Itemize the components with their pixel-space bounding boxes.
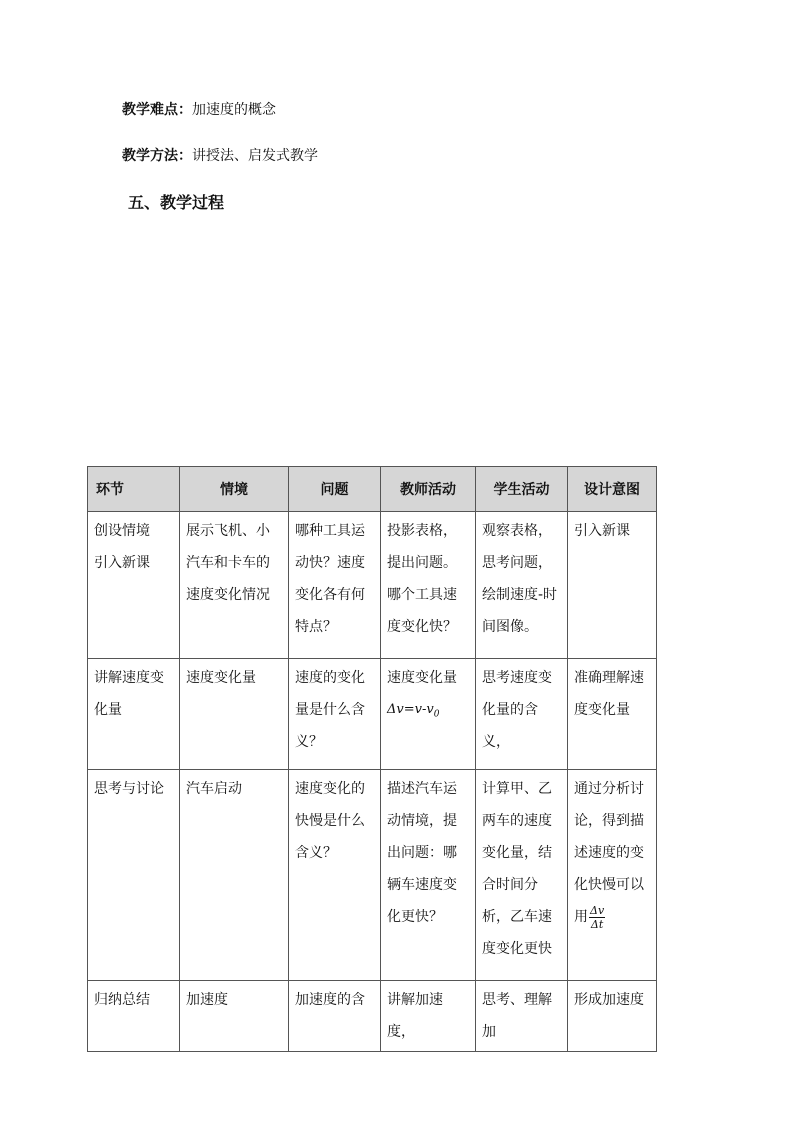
cell-student-activity: 观察表格，思考问题，绘制速度-时间图像。 (476, 512, 568, 659)
cell-teacher-activity: 投影表格，提出问题。哪个工具速度变化快？ (381, 512, 476, 659)
cell-stage: 思考与讨论 (88, 770, 180, 981)
section-title: 五、教学过程 (128, 193, 225, 212)
cell-student-activity: 思考、理解加 (476, 981, 568, 1052)
header-teacher-activity: 教师活动 (381, 467, 476, 512)
cell-stage: 归纳总结 (88, 981, 180, 1052)
header-question: 问题 (289, 467, 381, 512)
teaching-method-label: 教学方法： (122, 148, 192, 164)
cell-question: 加速度的含 (289, 981, 381, 1052)
header-stage: 环节 (88, 467, 180, 512)
header-design-intent: 设计意图 (568, 467, 657, 512)
cell-scenario: 加速度 (180, 981, 289, 1052)
teaching-process-table (87, 466, 657, 1052)
table-header-row (88, 467, 657, 512)
cell-student-activity: 思考速度变化量的含义， (476, 659, 568, 770)
cell-design-intent: 形成加速度 (568, 981, 657, 1052)
cell-stage: 创设情境 引入新课 (88, 512, 180, 659)
table-row (88, 512, 657, 659)
teaching-difficulty-label: 教学难点： (122, 102, 192, 118)
cell-scenario: 速度变化量 (180, 659, 289, 770)
table-row (88, 770, 657, 981)
cell-design-intent: 准确理解速度变化量 (568, 659, 657, 770)
teaching-method-value: 讲授法、启发式教学 (192, 148, 318, 164)
cell-teacher-activity: 讲解加速度， (381, 981, 476, 1052)
teaching-method (122, 146, 318, 166)
cell-question: 速度的变化量是什么含义？ (289, 659, 381, 770)
cell-teacher-activity: 描述汽车运动情境，提出问题：哪辆车速度变化更快？ (381, 770, 476, 981)
teaching-difficulty (122, 100, 276, 120)
cell-question: 速度变化的快慢是什么含义？ (289, 770, 381, 981)
table-row (88, 659, 657, 770)
cell-design-intent: 引入新课 (568, 512, 657, 659)
cell-scenario: 展示飞机、小汽车和卡车的速度变化情况 (180, 512, 289, 659)
cell-student-activity: 计算甲、乙两车的速度变化量，结合时间分析，乙车速度变化更快 (476, 770, 568, 981)
teacher-activity-text: 速度变化量 (387, 670, 457, 686)
table-row (88, 981, 657, 1052)
cell-scenario: 汽车启动 (180, 770, 289, 981)
cell-stage: 讲解速度变化量 (88, 659, 180, 770)
velocity-change-formula: $\Delta v=v-v_0$ (387, 702, 440, 720)
design-intent-text: 通过分析讨论，得到描述速度的变化快慢可以用 (574, 781, 644, 925)
cell-design-intent (568, 770, 657, 981)
header-scenario: 情境 (180, 467, 289, 512)
teaching-difficulty-value: 加速度的概念 (192, 102, 276, 118)
acceleration-fraction: $\frac{\Delta v}{\Delta t}$ (590, 903, 605, 931)
header-student-activity: 学生活动 (476, 467, 568, 512)
cell-teacher-activity (381, 659, 476, 770)
cell-question: 哪种工具运动快？速度变化各有何特点？ (289, 512, 381, 659)
